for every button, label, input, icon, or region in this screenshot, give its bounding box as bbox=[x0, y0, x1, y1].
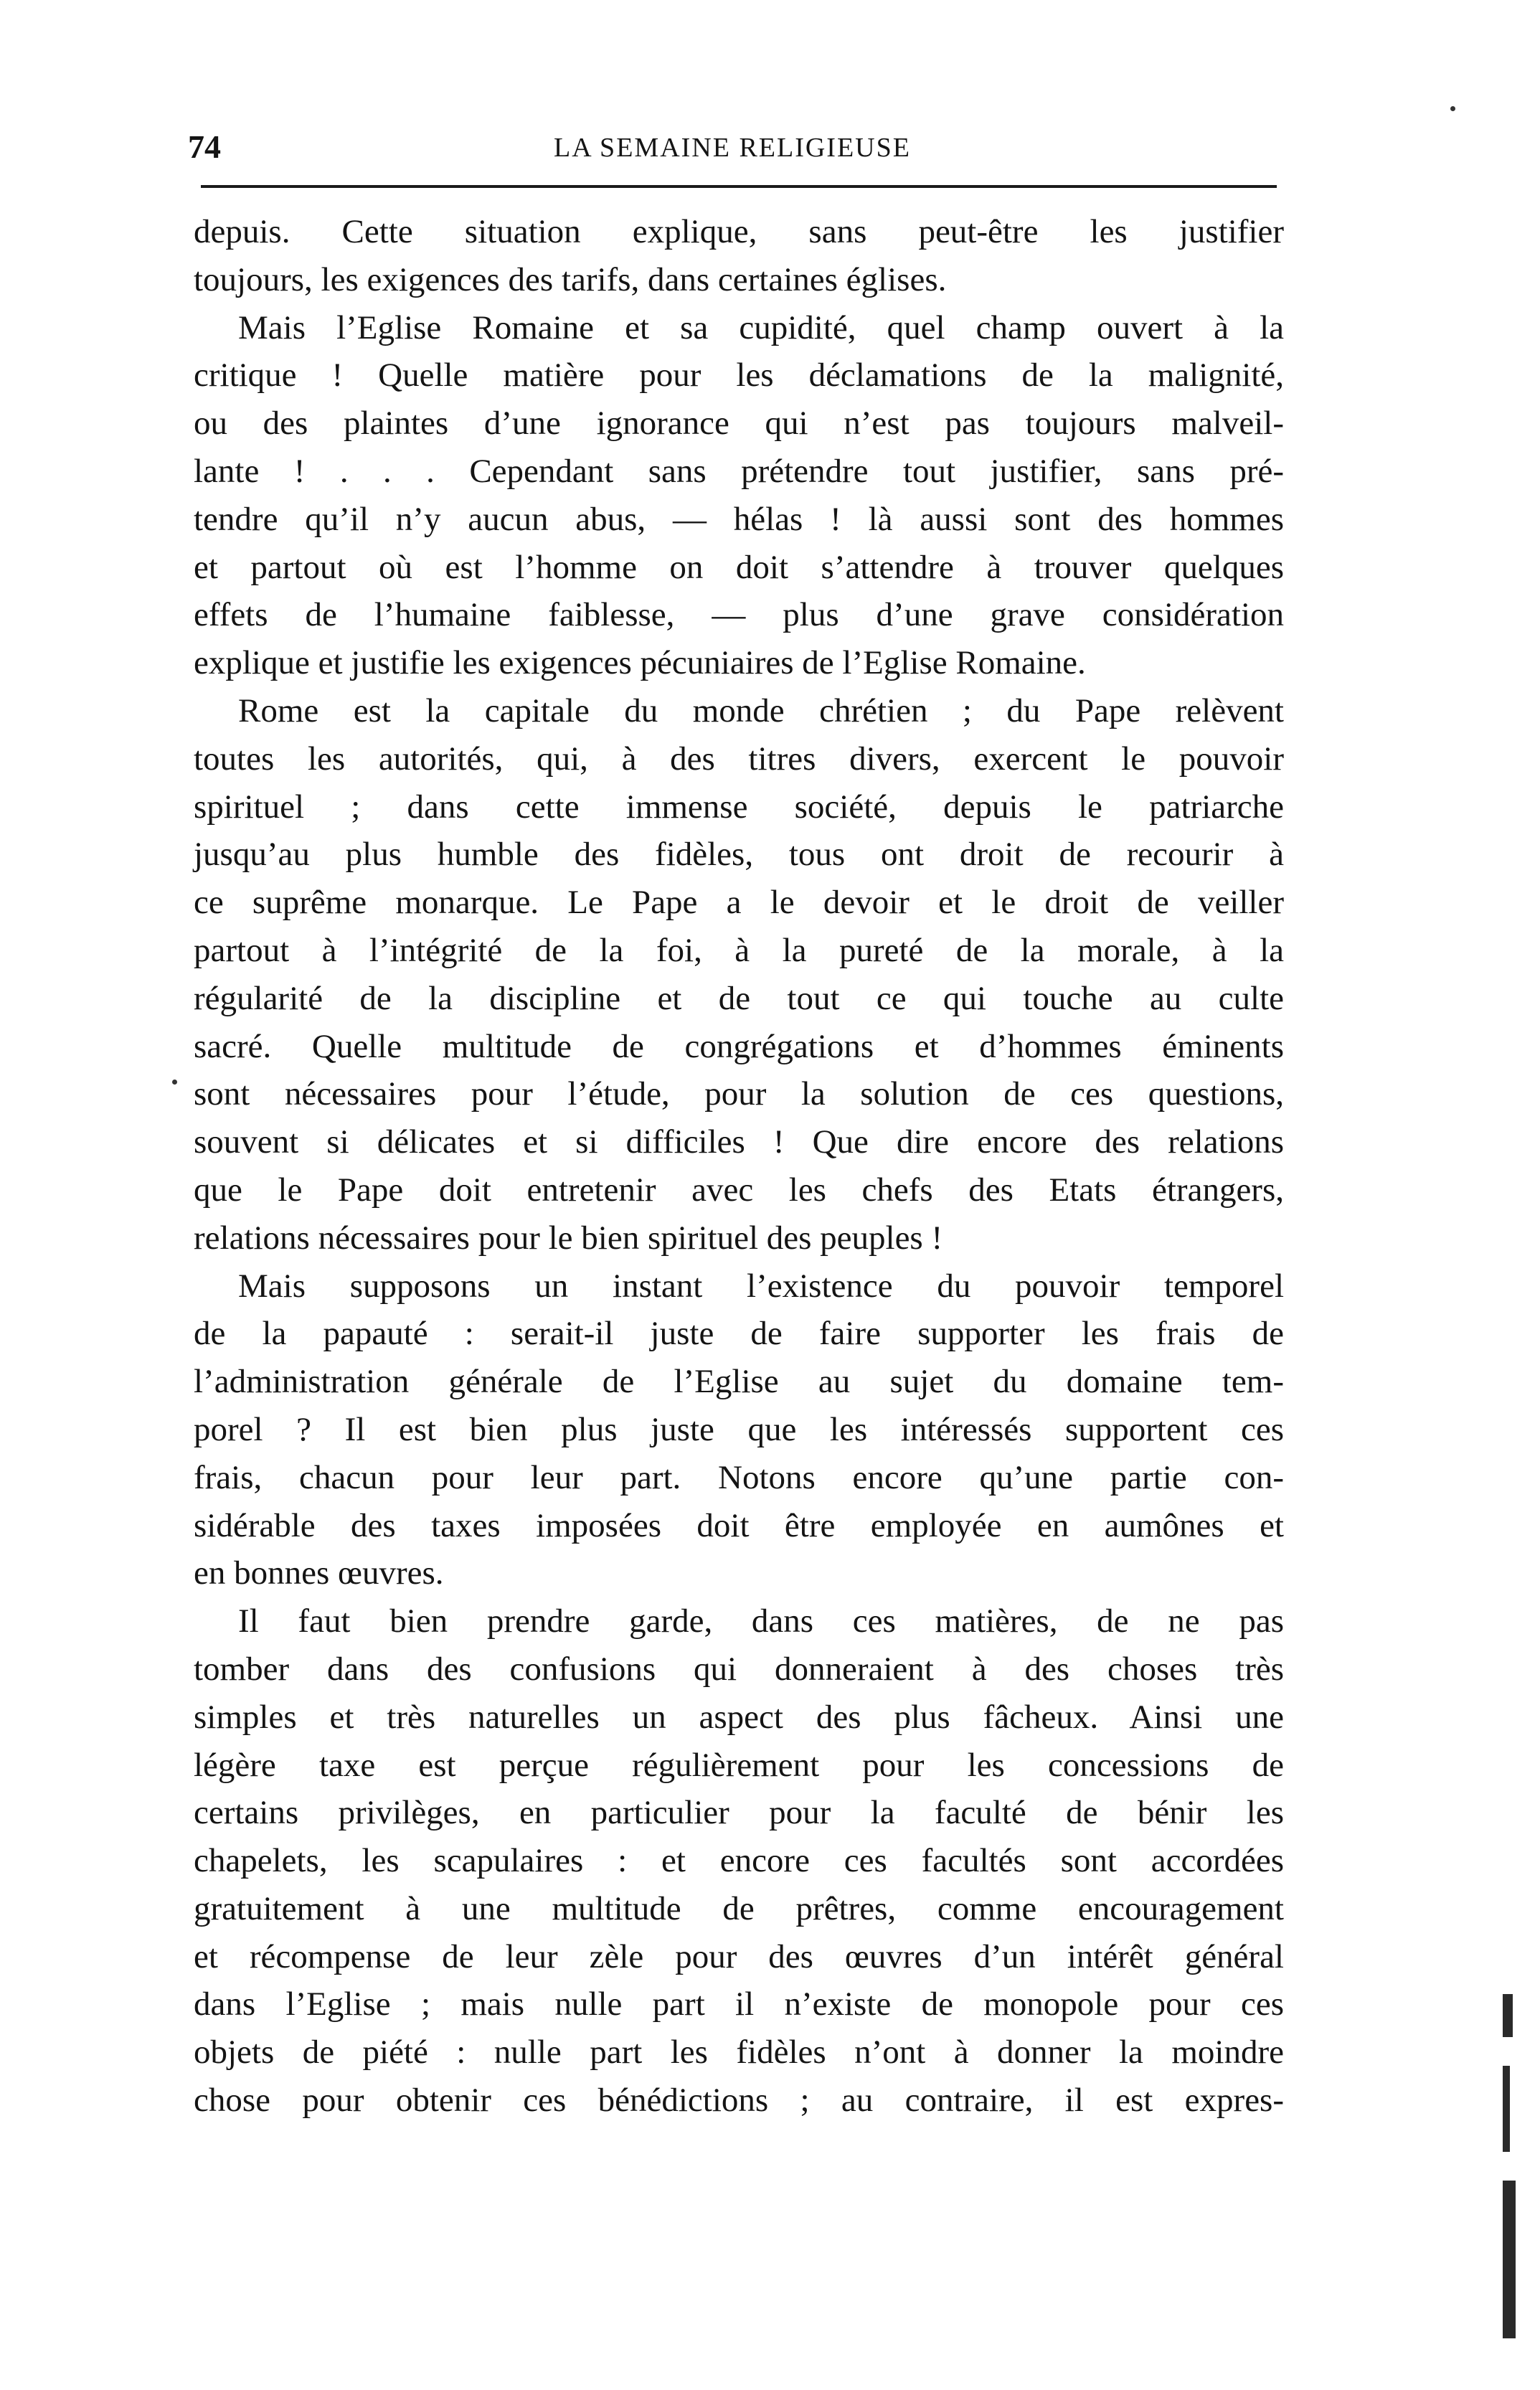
text-line: effets de l’humaine faiblesse, — plus d’une grave considération bbox=[194, 596, 1284, 634]
page-header bbox=[188, 128, 1285, 171]
text-line: sont nécessaires pour l’étude, pour la solution de ces questions, bbox=[194, 1075, 1284, 1113]
text-line: Rome est la capitale du monde chrétien ; du Pape relèvent bbox=[238, 691, 1284, 729]
body-text bbox=[194, 208, 1284, 2125]
text-line: ce suprême monarque. Le Pape a le devoir et le droit de veiller bbox=[194, 884, 1284, 922]
text-line: lante ! . . . Cependant sans prétendre tout justifier, sans pré- bbox=[194, 452, 1284, 490]
text-line: ou des plaintes d’une ignorance qui n’est pas toujours malveil- bbox=[194, 405, 1284, 443]
text-line: Mais supposons un instant l’existence du pouvoir temporel bbox=[238, 1267, 1284, 1305]
text-line: chapelets, les scapulaires : et encore ces facultés sont accordées bbox=[194, 1842, 1284, 1880]
text-line: en bonnes œuvres. bbox=[194, 1554, 444, 1592]
text-line: sidérable des taxes imposées doit être employée en aumônes et bbox=[194, 1506, 1284, 1544]
binding-mark bbox=[1503, 2181, 1516, 2338]
text-line: depuis. Cette situation explique, sans peut-être les justifier bbox=[194, 213, 1284, 250]
text-line: frais, chacun pour leur part. Notons encore qu’une partie con- bbox=[194, 1458, 1284, 1496]
text-line: que le Pape doit entretenir avec les chefs des Etats étrangers, bbox=[194, 1171, 1284, 1209]
text-line: jusqu’au plus humble des fidèles, tous ont droit de recourir à bbox=[194, 836, 1284, 874]
text-line: souvent si délicates et si difficiles ! Que dire encore des relations bbox=[194, 1123, 1284, 1161]
text-line: objets de piété : nulle part les fidèles n’ont à donner la moindre bbox=[194, 2034, 1284, 2072]
text-line: régularité de la discipline et de tout ce qui touche au culte bbox=[194, 979, 1284, 1017]
text-line: l’administration générale de l’Eglise au sujet du domaine tem- bbox=[194, 1363, 1284, 1401]
text-line: critique ! Quelle matière pour les déclamations de la malignité, bbox=[194, 356, 1284, 395]
text-line: et récompense de leur zèle pour des œuvres d’un intérêt général bbox=[194, 1937, 1284, 1975]
text-line: relations nécessaires pour le bien spirituel des peuples ! bbox=[194, 1219, 943, 1257]
scan-speck bbox=[1450, 106, 1455, 111]
text-line: légère taxe est perçue régulièrement pour les concessions de bbox=[194, 1746, 1284, 1784]
text-line: toutes les autorités, qui, à des titres divers, exercent le pouvoir bbox=[194, 740, 1284, 778]
text-line: certains privilèges, en particulier pour la faculté de bénir les bbox=[194, 1794, 1284, 1832]
text-line: chose pour obtenir ces bénédictions ; au contraire, il est expres- bbox=[194, 2082, 1284, 2120]
text-line: Mais l’Eglise Romaine et sa cupidité, quel champ ouvert à la bbox=[238, 308, 1284, 346]
text-line: tomber dans des confusions qui donneraient à des choses très bbox=[194, 1650, 1284, 1688]
text-line: tendre qu’il n’y aucun abus, — hélas ! là aussi sont des hommes bbox=[194, 500, 1284, 538]
binding-mark bbox=[1503, 1994, 1513, 2037]
text-line: spirituel ; dans cette immense société, depuis le patriarche bbox=[194, 788, 1284, 826]
running-title: LA SEMAINE RELIGIEUSE bbox=[554, 133, 911, 163]
text-line: explique et justifie les exigences pécuniaires de l’Eglise Romaine. bbox=[194, 644, 1086, 682]
text-line: sacré. Quelle multitude de congrégations et d’hommes éminents bbox=[194, 1027, 1284, 1065]
text-line: dans l’Eglise ; mais nulle part il n’existe de monopole pour ces bbox=[194, 1985, 1284, 2023]
text-line: partout à l’intégrité de la foi, à la pureté de la morale, à la bbox=[194, 931, 1284, 969]
text-line: gratuitement à une multitude de prêtres, comme encouragement bbox=[194, 1889, 1284, 1927]
header-rule bbox=[201, 185, 1277, 188]
binding-mark bbox=[1503, 2066, 1510, 2152]
text-line: toujours, les exigences des tarifs, dans certaines églises. bbox=[194, 260, 947, 298]
text-line: et partout où est l’homme on doit s’attendre à trouver quelques bbox=[194, 548, 1284, 586]
page-number: 74 bbox=[188, 128, 221, 165]
text-line: simples et très naturelles un aspect des plus fâcheux. Ainsi une bbox=[194, 1698, 1284, 1736]
text-line: de la papauté : serait-il juste de faire supporter les frais de bbox=[194, 1315, 1284, 1353]
scan-speck bbox=[172, 1080, 177, 1085]
text-line: Il faut bien prendre garde, dans ces matières, de ne pas bbox=[238, 1602, 1284, 1640]
text-line: porel ? Il est bien plus juste que les intéressés supportent ces bbox=[194, 1410, 1284, 1448]
